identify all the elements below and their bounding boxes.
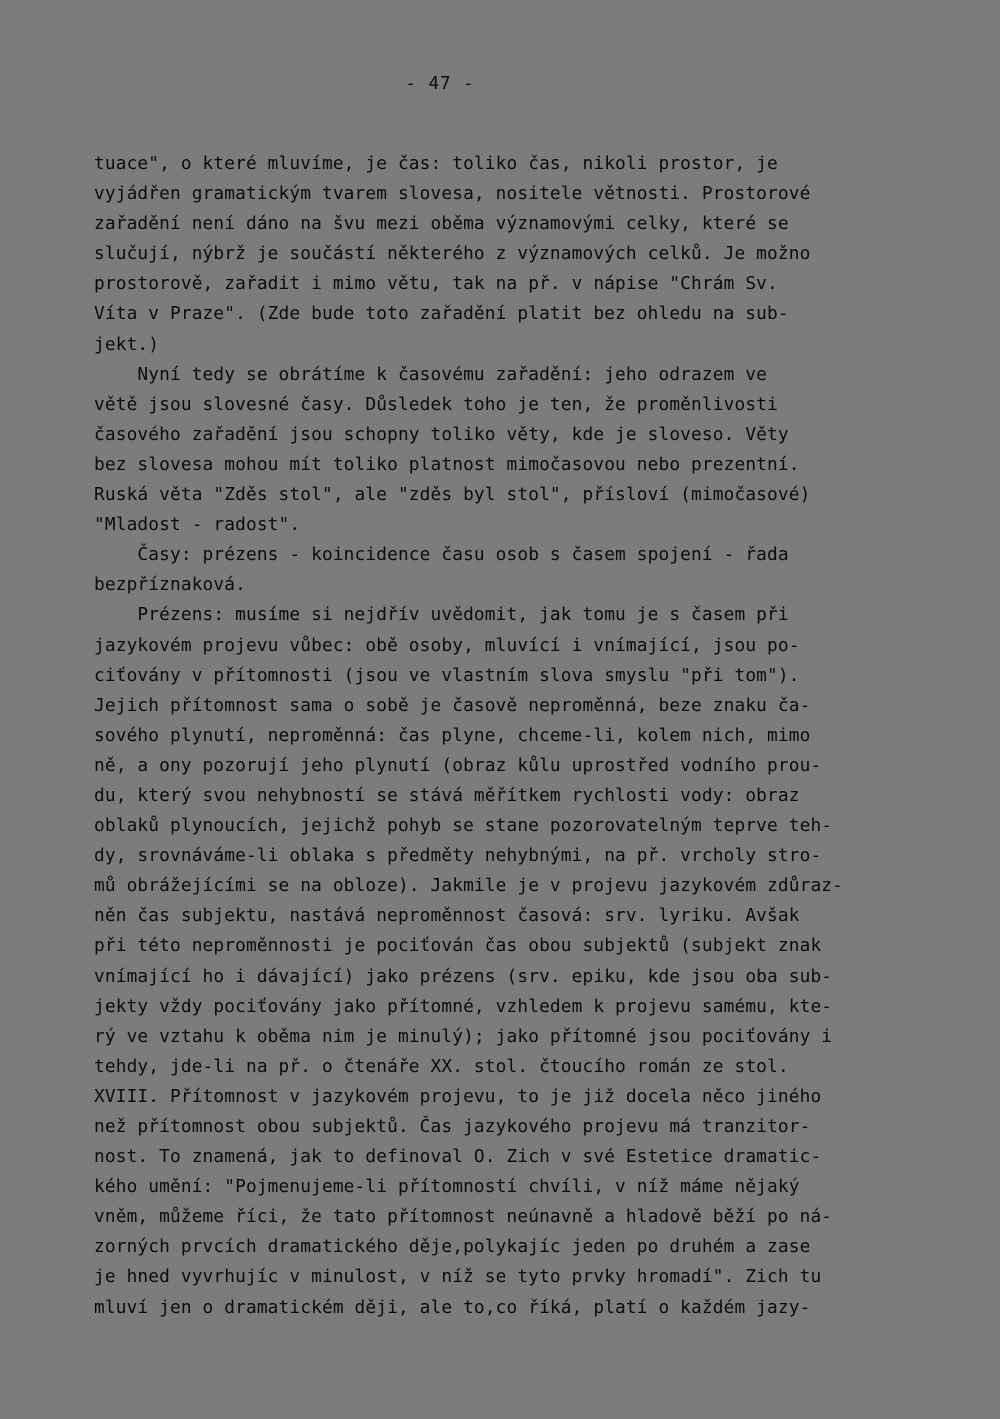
text-line: tehdy, jde-li na př. o čtenáře XX. stol. čtoucího román ze stol. [94,1055,789,1077]
text-line: jekty vždy pociťovány jako přítomné, vzhledem k projevu samému, kte- [94,995,833,1017]
text-line: Prézens: musíme si nejdřív uvědomit, jak tomu je s časem při [94,604,789,626]
text-line: při této neproměnnosti je pociťován čas obou subjektů (subjekt znak [94,935,822,957]
text-line: vyjádřen gramatickým tvarem slovesa, nositele větnosti. Prostorové [94,183,811,205]
text-line: jazykovém projevu vůbec: obě osoby, mluvící i vnímající, jsou po- [94,634,800,656]
text-line: Jejich přítomnost sama o sobě je časově neproměnná, beze znaku ča- [94,694,811,716]
text-line: je hned vyvrhujíc v minulost, v níž se tyto prvky hromadí". Zich tu [94,1266,822,1288]
text-line: bezpříznaková. [94,574,246,596]
page-number: - 47 - [405,74,475,94]
text-line: du, který svou nehybností se stává měřítkem rychlosti vody: obraz [94,784,800,806]
text-line: nost. To znamená, jak to definoval O. Zich v své Estetice dramatic- [94,1146,822,1168]
text-line: oblaků plynoucích, jejichž pohyb se stane pozorovatelným teprve teh- [94,815,833,837]
text-line: ciťovány v přítomnosti (jsou ve vlastním slova smyslu "při tom"). [94,664,800,686]
text-line: "Mladost - radost". [94,514,301,536]
text-line: časového zařadění jsou schopny toliko věty, kde je sloveso. Věty [94,423,789,445]
text-line: větě jsou slovesné časy. Důsledek toho je ten, že proměnlivosti [94,393,778,415]
text-line: dy, srovnáváme-li oblaka s předměty nehybnými, na př. vrcholy stro- [94,845,822,867]
text-line: vněm, můžeme říci, že tato přítomnost neúnavně a hladově běží po ná- [94,1206,833,1228]
text-line: kého umění: "Pojmenujeme-li přítomností chvíli, v níž máme nějaký [94,1176,800,1198]
text-line: rý ve vztahu k oběma nim je minulý); jako přítomné jsou pociťovány i [94,1025,833,1047]
text-line: než přítomnost obou subjektů. Čas jazykového projevu má tranzitor- [94,1116,811,1137]
body-text [94,149,924,1323]
text-line: něn čas subjektu, nastává neproměnnost časová: srv. lyriku. Avšak [94,905,800,927]
text-line: Ruská věta "Zděs stol", ale "zděs byl stol", přísloví (mimočasové) [94,484,811,506]
text-line: zorných prvcích dramatického děje,polykajíc jeden po druhém a zase [94,1236,811,1258]
text-line: vnímající ho i dávající) jako prézens (srv. epiku, kde jsou oba sub- [94,965,833,987]
text-line: mluví jen o dramatickém ději, ale to,co říká, platí o každém jazy- [94,1296,811,1318]
text-line: ně, a ony pozorují jeho plynutí (obraz kůlu uprostřed vodního prou- [94,754,822,776]
text-line: Nyní tedy se obrátíme k časovému zařadění: jeho odrazem ve [94,363,768,385]
text-line: bez slovesa mohou mít toliko platnost mimočasovou nebo prezentní. [94,453,800,475]
text-line: Víta v Praze". (Zde bude toto zařadění platit bez ohledu na sub- [94,303,789,325]
text-line: mů obrážejícími se na obloze). Jakmile je v projevu jazykovém zdůraz- [94,875,844,897]
text-line: tuace", o které mluvíme, je čas: toliko čas, nikoli prostor, je [94,153,778,174]
text-line: prostorově, zařadit i mimo větu, tak na př. v nápise "Chrám Sv. [94,273,778,295]
text-line: slučují, nýbrž je součástí některého z významových celků. Je možno [94,243,811,265]
text-line: zařadění není dáno na švu mezi oběma významovými celky, které se [94,213,789,235]
text-line: sového plynutí, neproměnná: čas plyne, chceme-li, kolem nich, mimo [94,724,811,746]
text-line: XVIII. Přítomnost v jazykovém projevu, to je již docela něco jiného [94,1085,822,1107]
text-line: Časy: prézens - koincidence času osob s časem spojení - řada [94,544,789,566]
text-line: jekt.) [94,333,160,355]
